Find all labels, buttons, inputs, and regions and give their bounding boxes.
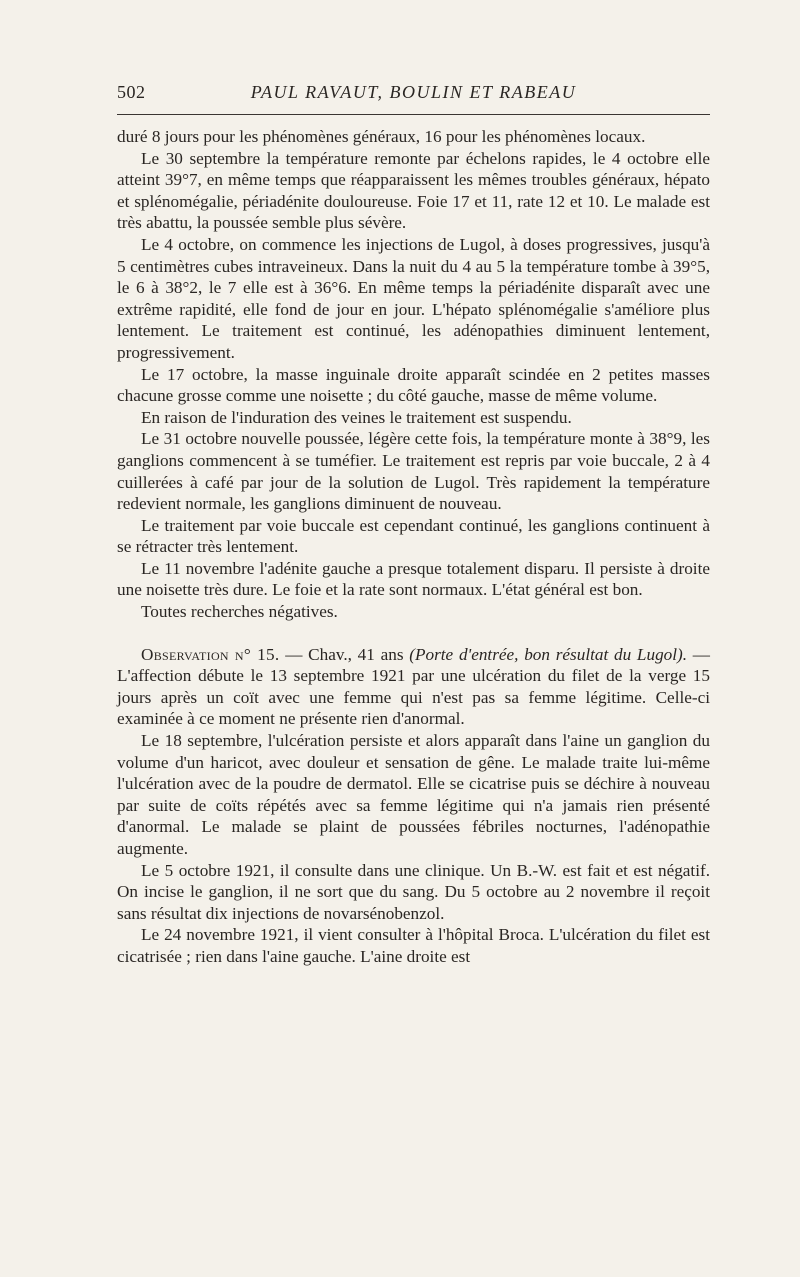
paragraph: Le 4 octobre, on commence les injections de Lugol, à doses progressives, jusqu'à 5 centimètres cubes intraveineux. Dans la nuit du 4 au 5 la température tombe à 39°5, le 6 à 38°2, le 7 elle est à 36°6. En même temps la périadénite disparaît avec une extrême rapidité, elle fond de jour en jour. L'hépato splénomégalie s'améliore plus lentement. Le traitement est continué, les adénopathies diminuent lentement, progressivement. (117, 234, 710, 362)
paragraph: En raison de l'induration des veines le traitement est suspendu. (141, 407, 572, 427)
paragraph: Le 30 septembre la température remonte par échelons rapides, le 4 octobre elle atteint 39°7, en même temps que réapparaissent les mêmes troubles généraux, hépato et splénomégalie, périadénite douloureuse. Foie 17 et 11, rate 12 et 10. Le malade est très abattu, la poussée semble plus sévère. (117, 148, 710, 233)
observation-paragraph (117, 644, 710, 730)
paragraph: Le 17 octobre, la masse inguinale droite apparaît scindée en 2 petites masses chacune grosse comme une noisette ; du côté gauche, masse de même volume. (117, 364, 710, 406)
observation-intro: — Chav., 41 ans (279, 644, 410, 664)
observation-title: (Porte d'entrée, bon résultat du Lugol). (409, 644, 688, 664)
body-text (117, 126, 710, 968)
paragraph: duré 8 jours pour les phénomènes généraux, 16 pour les phénomènes locaux. (117, 127, 646, 146)
section-gap (117, 623, 710, 644)
page-number: 502 (117, 82, 146, 102)
observation-label: Observation n° 15. (141, 644, 280, 664)
observation-text: — L'affection débute le 13 septembre 1921 par une ulcération du filet de la verge 15 jours après un coït avec une femme qui n'est pas sa femme légitime. Celle-ci examinée à ce moment ne présente rien d'anormal. (117, 644, 710, 729)
paragraph: Le 18 septembre, l'ulcération persiste et alors apparaît dans l'aine un ganglion du volume d'un haricot, avec douleur et sensation de gêne. Le malade traite lui-même l'ulcération avec de la poudre de dermatol. Elle se cicatrise puis se déchire à nouveau par suite de coïts répétés avec sa femme légitime qui n'a jamais rien présenté d'anormal. Le malade se plaint de poussées fébriles nocturnes, l'adénopathie augmente. (117, 731, 710, 858)
paragraph: Le 24 novembre 1921, il vient consulter à l'hôpital Broca. L'ulcération du filet est cicatrisée ; rien dans l'aine gauche. L'aine droite est (117, 925, 710, 966)
running-title: PAUL RAVAUT, BOULIN ET RABEAU (250, 82, 577, 102)
paragraph: Le 11 novembre l'adénite gauche a presque totalement disparu. Il persiste à droite une noisette très dure. Le foie et la rate sont normaux. L'état général est bon. (117, 558, 710, 600)
paragraph: Le 31 octobre nouvelle poussée, légère cette fois, la température monte à 38°9, les ganglions commencent à se tuméfier. Le traitement est repris par voie buccale, 2 à 4 cuillerées à café par jour de la solution de Lugol. Très rapidement la température redevient normale, les ganglions diminuent de nouveau. (117, 429, 710, 514)
header-rule (117, 114, 710, 115)
paragraph: Toutes recherches négatives. (141, 602, 338, 622)
paragraph: Le traitement par voie buccale est cependant continué, les ganglions continuent à se rétracter très lentement. (117, 515, 710, 557)
paragraph: Le 5 octobre 1921, il consulte dans une clinique. Un B.-W. est fait et est négatif. On incise le ganglion, il ne sort que du sang. Du 5 octobre au 2 novembre il reçoit sans résultat dix injections de novarsénobenzol. (117, 860, 710, 923)
page-header (117, 80, 710, 108)
